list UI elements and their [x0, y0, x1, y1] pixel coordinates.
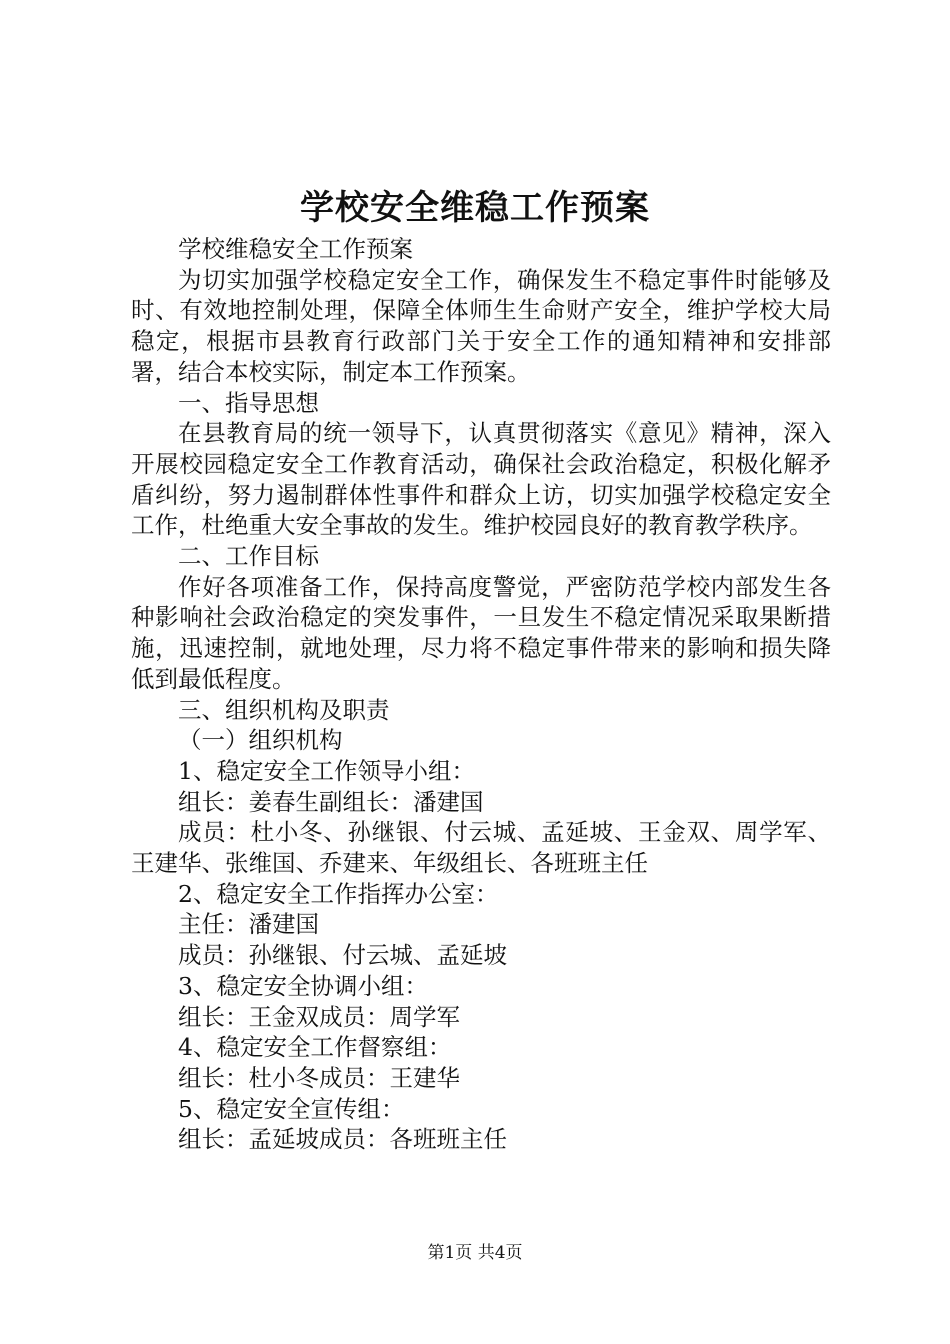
list-item-publicity-group: 5、稳定安全宣传组： — [178, 1094, 405, 1123]
list-item-coordination-group: 3、稳定安全协调小组： — [178, 971, 428, 1000]
subsection-heading-organization: （一）组织机构 — [178, 726, 343, 755]
list-item-leading-group: 1、稳定安全工作领导小组： — [178, 756, 475, 785]
paragraph-subtitle: 学校维稳安全工作预案 — [178, 235, 413, 263]
list-item-command-office-director: 主任：潘建国 — [178, 910, 319, 939]
section-heading-guiding-ideology: 一、指导思想 — [178, 388, 319, 417]
list-item-coordination-group-members: 组长：王金双成员：周学军 — [178, 1002, 460, 1031]
paragraph-work-goals: 作好各项准备工作，保持高度警觉，严密防范学校内部发生各种影响社会政治稳定的突发事件，一旦发生不稳定情况采取果断措施，迅速控制，就地处理，尽力将不稳定事件带来的影响和损失降低到最低程度。 — [131, 572, 831, 693]
list-item-inspection-group: 4、稳定安全工作督察组： — [178, 1033, 452, 1062]
list-item-leading-group-leaders: 组长：姜春生副组长：潘建国 — [178, 787, 484, 816]
document-body — [131, 234, 831, 1155]
page-footer: 第1页 共4页 — [427, 1243, 523, 1263]
section-heading-work-goals: 二、工作目标 — [178, 542, 319, 571]
list-item-command-office: 2、稳定安全工作指挥办公室： — [178, 879, 499, 908]
paragraph-guiding-ideology: 在县教育局的统一领导下，认真贯彻落实《意见》精神，深入开展校园稳定安全工作教育活动，确保社会政治稳定，积极化解矛盾纠纷，努力遏制群体性事件和群众上访，切实加强学校稳定安全工作，杜绝重大安全事故的发生。维护校园良好的教育教学秩序。 — [131, 419, 831, 540]
document-title: 学校安全维稳工作预案 — [300, 188, 650, 228]
paragraph-intro: 为切实加强学校稳定安全工作，确保发生不稳定事件时能够及时、有效地控制处理，保障全体师生生命财产安全，维护学校大局稳定，根据市县教育行政部门关于安全工作的通知精神和安排部署，结合本校实际，制定本工作预案。 — [131, 265, 831, 386]
section-heading-organization: 三、组织机构及职责 — [178, 695, 390, 724]
list-item-command-office-members: 成员：孙继银、付云城、孟延坡 — [178, 941, 507, 970]
list-item-publicity-group-members: 组长：孟延坡成员：各班班主任 — [178, 1125, 507, 1154]
list-item-inspection-group-members: 组长：杜小冬成员：王建华 — [178, 1063, 460, 1092]
list-item-leading-group-members: 成员：杜小冬、孙继银、付云城、孟延坡、王金双、周学军、王建华、张维国、乔建来、年级组长、各班班主任 — [131, 818, 831, 878]
